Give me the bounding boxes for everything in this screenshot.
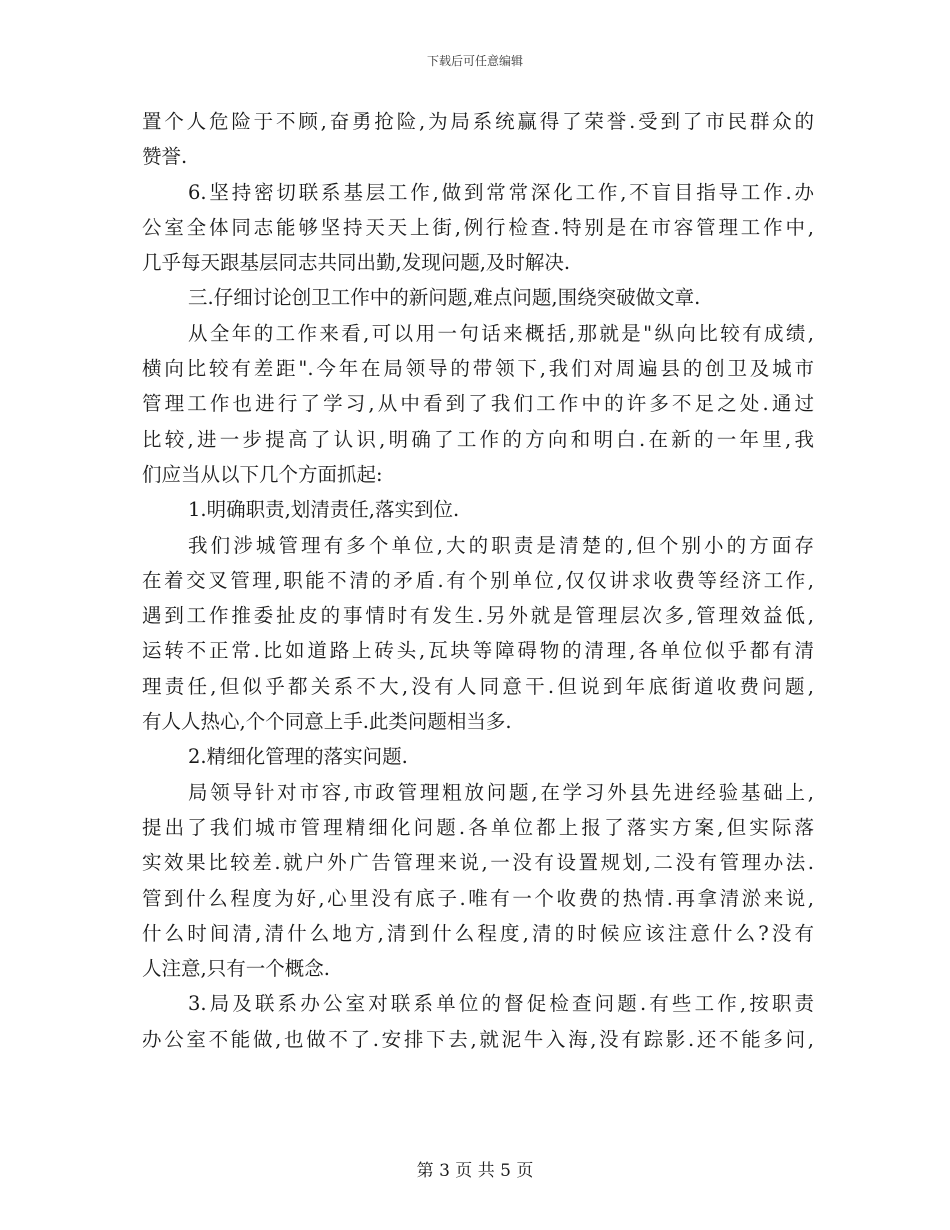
text-line: 理责任,但似乎都关系不大,没有人同意干.但说到年底街道收费问题, [142, 674, 814, 698]
page-header: 下载后可任意编辑 [426, 54, 523, 68]
text-line: 6.坚持密切联系基层工作,做到常常深化工作,不盲目指导工作.办 [188, 180, 814, 204]
text-line: 局领导针对市容,市政管理粗放问题,在学习外县先进经验基础上, [188, 780, 814, 804]
text-line: 实效果比较差.就户外广告管理来说,一没有设置规划,二没有管理办法. [142, 851, 814, 875]
text-line: 有人人热心,个个同意上手.此类问题相当多. [142, 710, 512, 734]
text-line: 赞誉. [142, 145, 188, 169]
text-line: 横向比较有差距".今年在局领导的带领下,我们对周遍县的创卫及城市 [142, 357, 814, 381]
text-line: 三.仔细讨论创卫工作中的新问题,难点问题,围绕突破做文章. [188, 286, 701, 310]
text-line: 2.精细化管理的落实问题. [188, 745, 408, 769]
text-line: 运转不正常.比如道路上砖头,瓦块等障碍物的清理,各单位似乎都有清 [142, 639, 814, 663]
text-line: 在着交叉管理,职能不清的矛盾.有个别单位,仅仅讲求收费等经济工作, [142, 568, 814, 592]
text-line: 管理工作也进行了学习,从中看到了我们工作中的许多不足之处.通过 [142, 392, 814, 416]
text-line: 人注意,只有一个概念. [142, 957, 330, 981]
text-line: 公室全体同志能够坚持天天上街,例行检查.特别是在市容管理工作中, [142, 215, 814, 239]
text-line: 3.局及联系办公室对联系单位的督促检查问题.有些工作,按职责 [188, 992, 814, 1016]
text-line: 置个人危险于不顾,奋勇抢险,为局系统赢得了荣誉.受到了市民群众的 [142, 110, 814, 133]
text-line: 什么时间清,清什么地方,清到什么程度,清的时候应该注意什么?没有 [142, 921, 814, 945]
text-line: 几乎每天跟基层同志共同出勤,发现问题,及时解决. [142, 251, 571, 275]
text-line: 我们涉城管理有多个单位,大的职责是清楚的,但个别小的方面存 [188, 533, 814, 557]
text-line: 提出了我们城市管理精细化问题.各单位都上报了落实方案,但实际落 [142, 815, 814, 839]
text-line: 从全年的工作来看,可以用一句话来概括,那就是"纵向比较有成绩, [188, 321, 814, 345]
text-line: 办公室不能做,也做不了.安排下去,就泥牛入海,没有踪影.还不能多问, [142, 1027, 814, 1051]
document-body [142, 104, 814, 1057]
text-line: 比较,进一步提高了认识,明确了工作的方向和明白.在新的一年里,我 [142, 427, 814, 451]
page-footer: 第 3 页 共 5 页 [416, 1161, 534, 1181]
text-line: 1.明确职责,划清责任,落实到位. [188, 498, 460, 522]
text-line: 们应当从以下几个方面抓起: [142, 462, 383, 486]
text-line: 管到什么程度为好,心里没有底子.唯有一个收费的热情.再拿清淤来说, [142, 886, 814, 910]
text-line: 遇到工作推委扯皮的事情时有发生.另外就是管理层次多,管理效益低, [142, 604, 814, 628]
